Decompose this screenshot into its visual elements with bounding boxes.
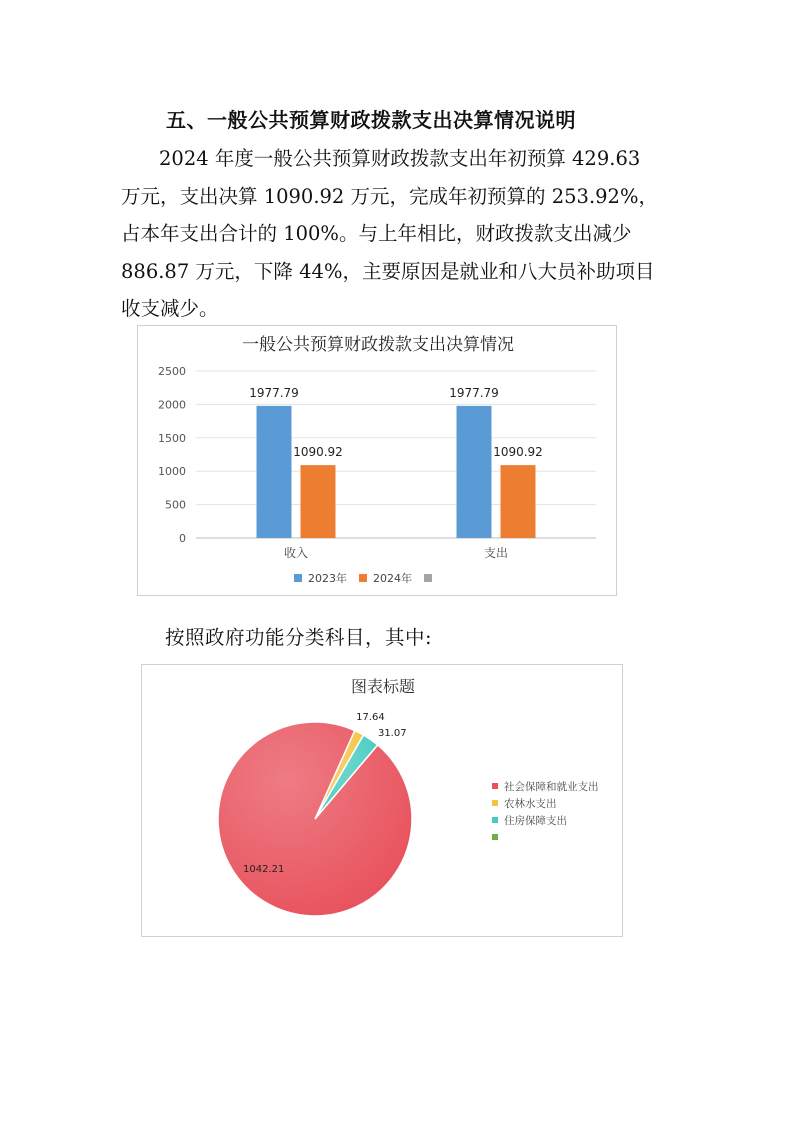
legend-label: 农林水支出: [504, 798, 557, 810]
legend-swatch: [492, 800, 498, 806]
legend-label: 社会保障和就业支出: [504, 781, 599, 793]
x-tick-label: 支出: [483, 546, 509, 560]
legend-label: 住房保障支出: [504, 815, 567, 827]
data-label: 1090.92: [293, 445, 343, 460]
chart-title: 图表标题: [350, 677, 416, 696]
data-label: 1977.79: [249, 385, 299, 400]
legend-swatch: [492, 783, 498, 789]
slice-value-label: 17.64: [356, 711, 385, 723]
section-paragraph: [121, 140, 681, 328]
y-tick-label: 1500: [158, 431, 186, 445]
paragraph-line: 收支减少。: [121, 297, 219, 320]
legend-swatch: [492, 817, 498, 823]
pie-chart-frame: [141, 664, 623, 937]
legend-swatch: [294, 574, 302, 582]
subheading: 按照政府功能分类科目，其中:: [165, 626, 433, 649]
data-label: 1977.79: [449, 385, 499, 400]
slice-value-label: 1042.21: [243, 864, 285, 875]
legend-swatch: [359, 574, 367, 582]
legend-swatch: [492, 834, 498, 840]
legend-label: 2023年: [308, 572, 347, 585]
bar-chart: [138, 326, 618, 597]
bar: [257, 406, 292, 538]
paragraph-line: 占本年支出合计的 100%。与上年相比，财政拨款支出减少: [121, 222, 632, 245]
bar: [301, 465, 336, 538]
bar-chart-frame: [137, 325, 617, 596]
y-tick-label: 2500: [158, 365, 186, 378]
x-tick-label: 收入: [283, 546, 309, 560]
y-tick-label: 1000: [158, 465, 186, 479]
y-tick-label: 500: [165, 498, 186, 512]
legend-swatch: [424, 574, 432, 582]
paragraph-line: 万元，支出决算 1090.92 万元，完成年初预算的 253.92%，: [121, 184, 658, 208]
legend-label: 2024年: [373, 572, 412, 585]
pie-chart: [142, 665, 624, 938]
chart-title: 一般公共预算财政拨款支出决算情况: [242, 335, 514, 355]
y-tick-label: 2000: [158, 398, 186, 412]
paragraph-line: 886.87 万元，下降 44%，主要原因是就业和八大员补助项目: [121, 259, 655, 283]
section-heading: 五、一般公共预算财政拨款支出决算情况说明: [166, 108, 576, 132]
pie-slice: [218, 722, 412, 916]
bar: [501, 465, 536, 538]
bar: [457, 406, 492, 538]
data-label: 1090.92: [493, 445, 543, 460]
y-tick-label: 0: [179, 532, 186, 545]
slice-value-label: 31.07: [377, 728, 407, 740]
paragraph-line: 2024 年度一般公共预算财政拨款支出年初预算 429.63: [159, 147, 641, 170]
